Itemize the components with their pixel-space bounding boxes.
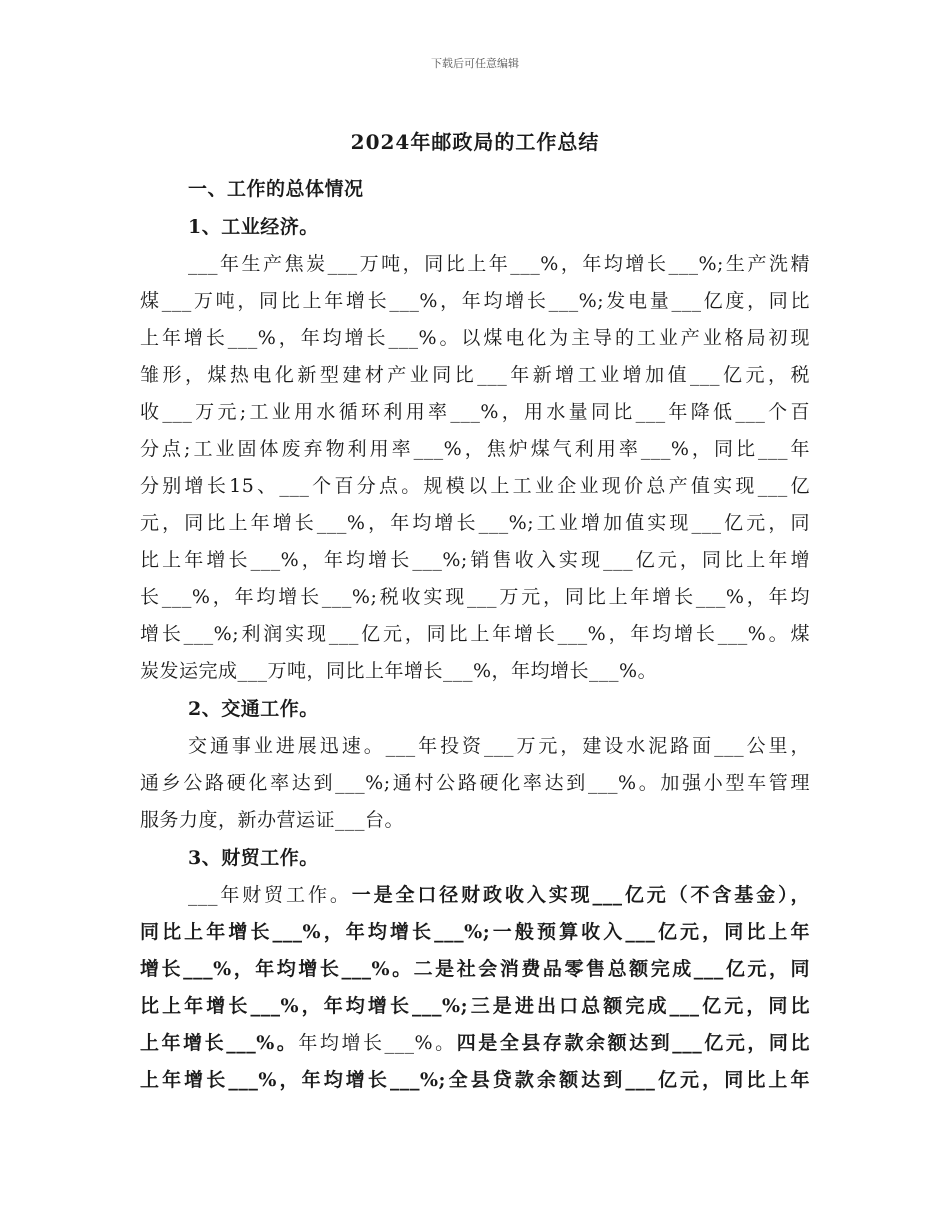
text-span-bold: 上年增长___%。 — [140, 1032, 299, 1054]
page-header-note: 下载后可任意编辑 — [431, 57, 519, 70]
paragraph-finance — [140, 877, 810, 1099]
text-line: 增长___%，年均增长___%。二是社会消费品零售总额完成___亿元，同 — [140, 958, 810, 980]
page-title: 2024年邮政局的工作总结 — [350, 130, 600, 154]
paragraph-industry — [140, 246, 810, 690]
text-span-bold: 四是全县存款余额达到___亿元，同比 — [456, 1032, 810, 1054]
text-line: 比上年增长___%，年均增长___%;销售收入实现___亿元，同比上年增 — [140, 549, 810, 571]
text-line: 交通事业进展迅速。___年投资___万元，建设水泥路面___公里， — [188, 735, 810, 757]
text-line: ___年生产焦炭___万吨，同比上年___%，年均增长___%;生产洗精 — [188, 253, 810, 275]
text-span: 年均增长___%。 — [298, 1032, 457, 1054]
text-line: 煤___万吨，同比上年增长___%，年均增长___%;发电量___亿度，同比 — [140, 290, 810, 312]
text-line: 上年增长___%，年均增长___%;全县贷款余额达到___亿元，同比上年 — [140, 1069, 810, 1091]
text-line: 比上年增长___%，年均增长___%;三是进出口总额完成___亿元，同比 — [140, 995, 810, 1017]
text-span: ___年财贸工作。 — [188, 884, 352, 906]
text-line: 上年增长___%，年均增长___%。以煤电化为主导的工业产业格局初现 — [140, 327, 810, 349]
text-line: 服务力度，新办营运证___台。 — [140, 809, 405, 831]
text-line: 炭发运完成___万吨，同比上年增长___%，年均增长___%。 — [140, 660, 658, 682]
text-line: 通乡公路硬化率达到___%;通村公路硬化率达到___%。加强小型车管理 — [140, 772, 810, 794]
paragraph-transport — [140, 728, 810, 839]
text-span-bold: 一是全口径财政收入实现___亿元（不含基金）， — [351, 884, 810, 906]
text-line — [140, 1025, 810, 1062]
subsection-heading-transport: 2、交通工作。 — [188, 698, 319, 720]
text-line: 分点;工业固体废弃物利用率___%，焦炉煤气利用率___%，同比___年 — [140, 438, 810, 460]
text-line: 分别增长15、___个百分点。规模以上工业企业现价总产值实现___亿 — [140, 475, 810, 497]
text-line: 增长___%;利润实现___亿元，同比上年增长___%，年均增长___%。煤 — [140, 623, 810, 645]
subsection-heading-industry: 1、工业经济。 — [188, 216, 319, 238]
text-line: 雏形，煤热电化新型建材产业同比___年新增工业增加值___亿元，税 — [140, 364, 810, 386]
text-line: 同比上年增长___%，年均增长___%;一般预算收入___亿元，同比上年 — [140, 921, 810, 943]
text-line — [140, 877, 810, 914]
document-body — [140, 170, 810, 1099]
section-heading: 一、工作的总体情况 — [188, 178, 364, 200]
text-line: 元，同比上年增长___%，年均增长___%;工业增加值实现___亿元，同 — [140, 512, 810, 534]
text-line: 收___万元;工业用水循环利用率___%，用水量同比___年降低___个百 — [140, 401, 810, 423]
subsection-heading-finance: 3、财贸工作。 — [188, 847, 319, 869]
text-line: 长___%，年均增长___%;税收实现___万元，同比上年增长___%，年均 — [140, 586, 810, 608]
